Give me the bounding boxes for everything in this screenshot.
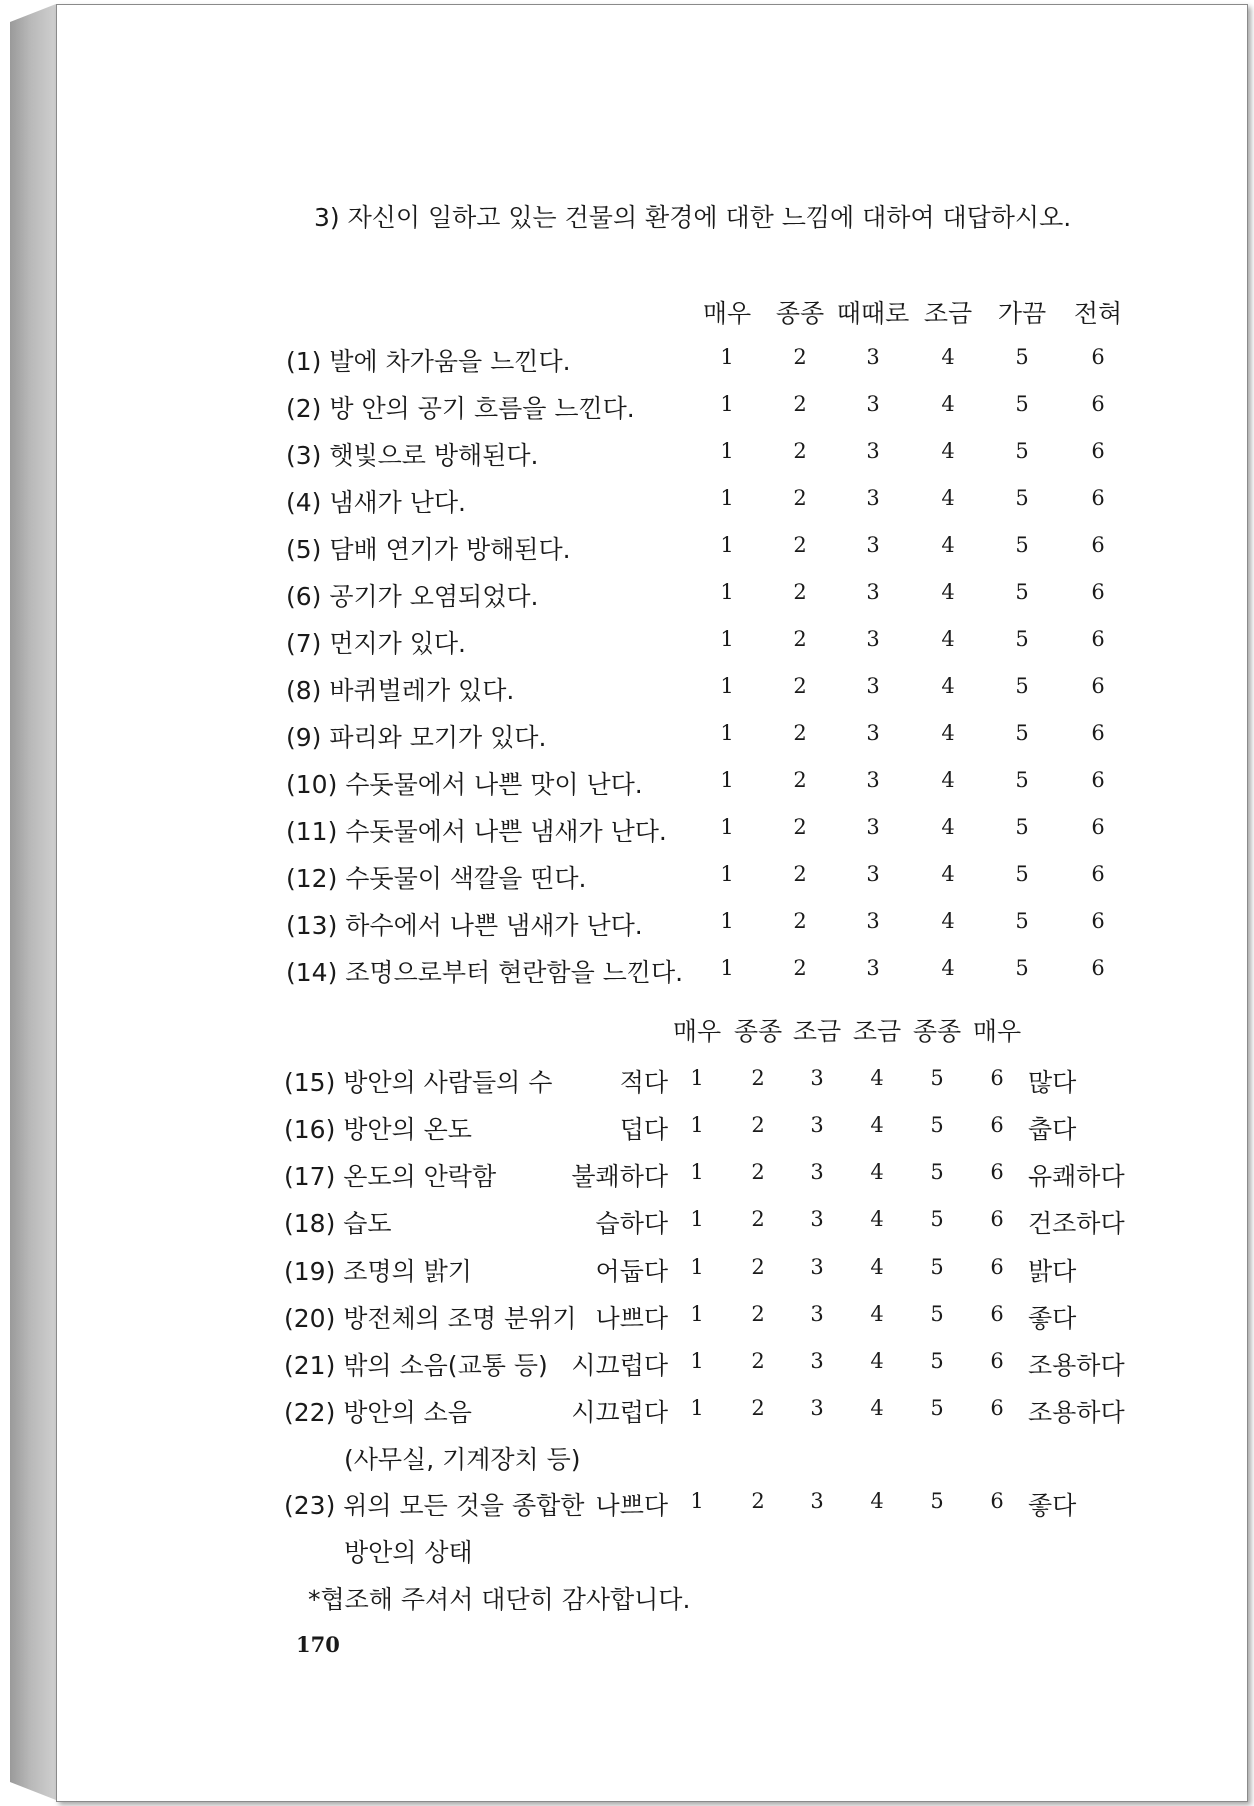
scale1-option-3: 3 [866,862,880,886]
scale1-option-2: 2 [793,392,807,416]
scale2-option-3: 3 [810,1489,824,1513]
scale2-option-3: 3 [810,1302,824,1326]
scale1-option-6: 6 [1091,862,1105,886]
scale1-option-5: 5 [1015,580,1029,604]
scale2-item-label: (15) 방안의 사람들의 수 [284,1068,553,1097]
scale2-option-5: 5 [930,1160,944,1184]
scale2-option-4: 4 [870,1066,884,1090]
scale1-option-4: 4 [941,439,955,463]
scale2-option-3: 3 [810,1160,824,1184]
scale1-header-2: 종종 [775,299,825,328]
scale2-option-4: 4 [870,1255,884,1279]
scale2-option-1: 1 [690,1349,704,1373]
scale1-option-2: 2 [793,768,807,792]
scale2-option-3: 3 [810,1113,824,1137]
scale1-option-1: 1 [720,392,734,416]
scale1-option-1: 1 [720,721,734,745]
scale2-item-sublabel: 방안의 상태 [344,1538,473,1567]
scale2-item-label: (20) 방전체의 조명 분위기 [284,1304,577,1333]
scale2-option-6: 6 [990,1113,1004,1137]
scale1-option-6: 6 [1091,721,1105,745]
scale1-option-2: 2 [793,674,807,698]
scale1-option-5: 5 [1015,956,1029,980]
scale1-option-5: 5 [1015,862,1029,886]
scale2-option-4: 4 [870,1207,884,1231]
scale2-option-1: 1 [690,1255,704,1279]
scale1-option-2: 2 [793,580,807,604]
scale2-option-1: 1 [690,1066,704,1090]
scale1-option-6: 6 [1091,627,1105,651]
scale1-option-4: 4 [941,721,955,745]
scale1-option-2: 2 [793,533,807,557]
scale2-right-anchor: 조용하다 [1028,1351,1125,1380]
scale1-header-4: 조금 [923,299,973,328]
scale1-header-3: 때때로 [836,299,910,328]
scale2-option-4: 4 [870,1160,884,1184]
scale1-option-6: 6 [1091,345,1105,369]
scale1-item-label: (7) 먼지가 있다. [286,629,467,658]
scale2-option-1: 1 [690,1489,704,1513]
scale1-option-6: 6 [1091,909,1105,933]
scale2-item-label: (19) 조명의 밝기 [284,1257,472,1286]
scale1-option-3: 3 [866,956,880,980]
scale2-right-anchor: 건조하다 [1028,1209,1125,1238]
book-spine [10,4,56,1800]
scale1-option-6: 6 [1091,486,1105,510]
scale1-header-5: 가끔 [997,299,1047,328]
scale1-option-3: 3 [866,768,880,792]
scale1-option-1: 1 [720,862,734,886]
scale1-option-6: 6 [1091,956,1105,980]
scale1-option-5: 5 [1015,533,1029,557]
scale1-option-1: 1 [720,580,734,604]
scale1-option-4: 4 [941,909,955,933]
scale2-right-anchor: 많다 [1028,1068,1077,1097]
scale1-header-1: 매우 [702,299,752,328]
scale2-option-6: 6 [990,1066,1004,1090]
scale2-option-5: 5 [930,1255,944,1279]
scale2-option-5: 5 [930,1302,944,1326]
scale1-option-4: 4 [941,627,955,651]
scale2-option-5: 5 [930,1349,944,1373]
scale2-item-label: (16) 방안의 온도 [284,1115,472,1144]
scale2-header-5: 종종 [912,1017,962,1046]
scale1-item-label: (6) 공기가 오염되었다. [286,582,539,611]
scale1-option-1: 1 [720,345,734,369]
scale1-option-2: 2 [793,486,807,510]
scale1-option-2: 2 [793,909,807,933]
scale1-option-5: 5 [1015,909,1029,933]
scale1-option-4: 4 [941,956,955,980]
scale2-item-label: (22) 방안의 소음 [284,1398,472,1427]
scale1-item-label: (10) 수돗물에서 나쁜 맛이 난다. [286,770,643,799]
scale2-option-2: 2 [751,1066,765,1090]
scale1-option-1: 1 [720,627,734,651]
scale2-option-2: 2 [751,1207,765,1231]
scale1-option-3: 3 [866,533,880,557]
scale1-item-label: (8) 바퀴벌레가 있다. [286,676,515,705]
scale2-right-anchor: 좋다 [1028,1304,1077,1333]
scale2-option-3: 3 [810,1255,824,1279]
scale1-option-4: 4 [941,674,955,698]
scale1-option-5: 5 [1015,768,1029,792]
scale2-left-anchor: 시끄럽다 [571,1398,668,1427]
scale1-option-5: 5 [1015,392,1029,416]
scale2-option-5: 5 [930,1396,944,1420]
scale1-option-1: 1 [720,439,734,463]
scale1-option-3: 3 [866,674,880,698]
scale2-left-anchor: 적다 [619,1068,668,1097]
scale1-option-4: 4 [941,815,955,839]
scale1-item-label: (13) 하수에서 나쁜 냄새가 난다. [286,911,643,940]
scale1-item-label: (5) 담배 연기가 방해된다. [286,535,571,564]
scale2-option-3: 3 [810,1066,824,1090]
scale1-option-1: 1 [720,768,734,792]
scale1-option-4: 4 [941,580,955,604]
page-number: 170 [296,1632,340,1657]
scale1-option-4: 4 [941,345,955,369]
scale2-option-6: 6 [990,1302,1004,1326]
scale1-option-1: 1 [720,533,734,557]
scale1-option-6: 6 [1091,392,1105,416]
scale2-header-1: 매우 [672,1017,722,1046]
scale2-option-3: 3 [810,1349,824,1373]
scale1-option-6: 6 [1091,533,1105,557]
scale1-option-2: 2 [793,721,807,745]
scale1-option-3: 3 [866,909,880,933]
scale2-left-anchor: 덥다 [619,1115,668,1144]
scale2-header-2: 종종 [733,1017,783,1046]
scale2-item-label: (17) 온도의 안락함 [284,1162,497,1191]
scale1-option-3: 3 [866,627,880,651]
scale1-option-1: 1 [720,909,734,933]
scale1-option-4: 4 [941,486,955,510]
scale1-option-4: 4 [941,392,955,416]
scale2-header-3: 조금 [792,1017,842,1046]
scale2-option-5: 5 [930,1066,944,1090]
question-title: 3) 자신이 일하고 있는 건물의 환경에 대한 느낌에 대하여 대답하시오. [314,203,1072,232]
scale2-right-anchor: 좋다 [1028,1491,1077,1520]
scale2-left-anchor: 나쁘다 [595,1491,668,1520]
scale1-item-label: (9) 파리와 모기가 있다. [286,723,547,752]
scale1-option-5: 5 [1015,439,1029,463]
scale2-right-anchor: 밝다 [1028,1257,1077,1286]
scale1-item-label: (3) 햇빛으로 방해된다. [286,441,539,470]
scale2-item-sublabel: (사무실, 기계장치 등) [344,1445,581,1474]
scale1-item-label: (14) 조명으로부터 현란함을 느낀다. [286,958,684,987]
scale2-option-2: 2 [751,1255,765,1279]
scale1-option-2: 2 [793,345,807,369]
scale1-option-3: 3 [866,486,880,510]
scale1-option-2: 2 [793,439,807,463]
scale1-option-6: 6 [1091,580,1105,604]
scale1-option-3: 3 [866,392,880,416]
scale2-option-2: 2 [751,1160,765,1184]
scale2-option-2: 2 [751,1349,765,1373]
scale1-option-3: 3 [866,580,880,604]
scale2-option-6: 6 [990,1489,1004,1513]
scale1-option-2: 2 [793,815,807,839]
scale1-option-2: 2 [793,862,807,886]
scale1-option-3: 3 [866,439,880,463]
scale2-option-4: 4 [870,1396,884,1420]
scale1-option-3: 3 [866,815,880,839]
scale1-option-3: 3 [866,345,880,369]
scale2-option-2: 2 [751,1302,765,1326]
scale2-right-anchor: 춥다 [1028,1115,1077,1144]
scale2-item-label: (18) 습도 [284,1209,392,1238]
scale1-option-6: 6 [1091,815,1105,839]
scale2-option-4: 4 [870,1113,884,1137]
scale1-item-label: (11) 수돗물에서 나쁜 냄새가 난다. [286,817,667,846]
scale2-option-1: 1 [690,1302,704,1326]
scale1-option-2: 2 [793,956,807,980]
scale2-option-4: 4 [870,1302,884,1326]
scale2-option-6: 6 [990,1349,1004,1373]
scale2-option-2: 2 [751,1396,765,1420]
scale1-item-label: (2) 방 안의 공기 흐름을 느낀다. [286,394,635,423]
scale2-option-4: 4 [870,1349,884,1373]
scale1-option-4: 4 [941,768,955,792]
scale1-option-3: 3 [866,721,880,745]
scale2-right-anchor: 조용하다 [1028,1398,1125,1427]
scale2-item-label: (21) 밖의 소음(교통 등) [284,1351,548,1380]
scale1-option-4: 4 [941,862,955,886]
scale1-option-5: 5 [1015,674,1029,698]
thanks-note: *협조해 주셔서 대단히 감사합니다. [308,1585,691,1614]
scale1-option-5: 5 [1015,486,1029,510]
scale1-option-6: 6 [1091,768,1105,792]
scale1-option-5: 5 [1015,721,1029,745]
scale1-header-6: 전혀 [1073,299,1123,328]
scale1-option-1: 1 [720,956,734,980]
scale2-option-2: 2 [751,1489,765,1513]
scale2-option-1: 1 [690,1396,704,1420]
scale2-option-6: 6 [990,1160,1004,1184]
scale2-right-anchor: 유쾌하다 [1028,1162,1125,1191]
scale2-option-6: 6 [990,1255,1004,1279]
scale1-item-label: (4) 냄새가 난다. [286,488,467,517]
scale2-option-6: 6 [990,1207,1004,1231]
scale1-option-1: 1 [720,486,734,510]
scale1-option-5: 5 [1015,627,1029,651]
scale2-option-1: 1 [690,1113,704,1137]
scale1-option-5: 5 [1015,815,1029,839]
scale2-option-1: 1 [690,1160,704,1184]
scale2-header-6: 매우 [972,1017,1022,1046]
scale2-option-5: 5 [930,1207,944,1231]
scale2-option-1: 1 [690,1207,704,1231]
scale1-item-label: (1) 발에 차가움을 느낀다. [286,347,571,376]
scale2-option-2: 2 [751,1113,765,1137]
scale2-option-5: 5 [930,1113,944,1137]
scale2-item-label: (23) 위의 모든 것을 종합한 [284,1491,585,1520]
scale2-option-3: 3 [810,1396,824,1420]
scale1-item-label: (12) 수돗물이 색깔을 띤다. [286,864,587,893]
scale1-option-2: 2 [793,627,807,651]
scale1-option-6: 6 [1091,439,1105,463]
scale2-left-anchor: 시끄럽다 [571,1351,668,1380]
scale1-option-5: 5 [1015,345,1029,369]
page [56,4,1248,1802]
scale1-option-1: 1 [720,815,734,839]
scale1-option-4: 4 [941,533,955,557]
scale1-option-6: 6 [1091,674,1105,698]
scale2-header-4: 조금 [852,1017,902,1046]
scale2-left-anchor: 어둡다 [595,1257,668,1286]
scale2-left-anchor: 나쁘다 [595,1304,668,1333]
scale1-option-1: 1 [720,674,734,698]
scale2-left-anchor: 습하다 [595,1209,668,1238]
scale2-option-4: 4 [870,1489,884,1513]
scale2-option-6: 6 [990,1396,1004,1420]
scale2-option-3: 3 [810,1207,824,1231]
scale2-left-anchor: 불쾌하다 [571,1162,668,1191]
scale2-option-5: 5 [930,1489,944,1513]
